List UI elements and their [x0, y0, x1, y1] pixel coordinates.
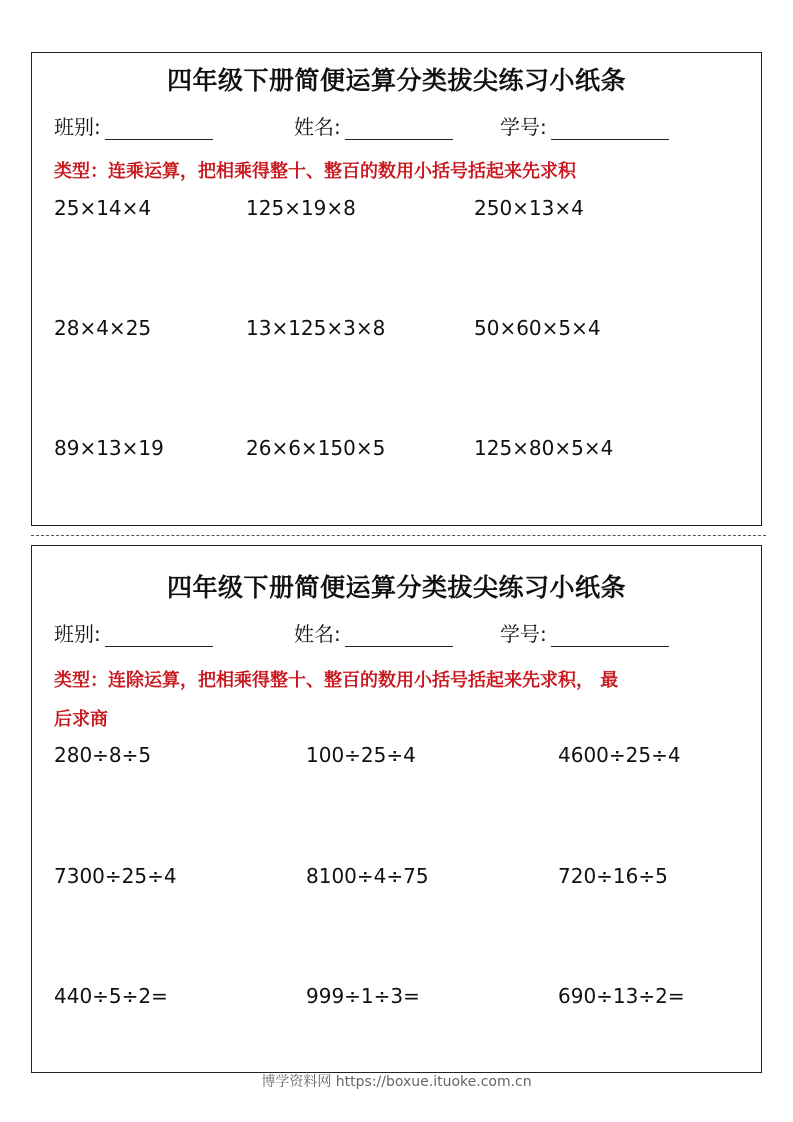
problem-item: 25×14×4 — [54, 196, 152, 220]
number-blank[interactable] — [551, 138, 669, 140]
student-number-field — [500, 618, 669, 647]
problem-type-instruction-continued: 后求商 — [54, 709, 108, 730]
name-blank[interactable] — [345, 138, 453, 140]
name-blank[interactable] — [345, 645, 453, 647]
problem-item: 125×19×8 — [246, 196, 356, 220]
class-blank[interactable] — [105, 138, 213, 140]
problem-item: 8100÷4÷75 — [306, 864, 429, 888]
footer-source-text: 博学资料网 https://boxue.ituoke.com.cn — [261, 1074, 532, 1090]
problem-item: 13×125×3×8 — [246, 316, 386, 340]
problem-type-instruction: 类型：连乘运算，把相乘得整十、整百的数用小括号括起来先求积 — [54, 161, 576, 182]
worksheet-card-division — [31, 545, 762, 1073]
class-blank[interactable] — [105, 645, 213, 647]
problem-item: 125×80×5×4 — [474, 436, 614, 460]
worksheet-title: 四年级下册简便运算分类拔尖练习小纸条 — [166, 66, 626, 95]
problem-item: 26×6×150×5 — [246, 436, 386, 460]
problem-item: 7300÷25÷4 — [54, 864, 177, 888]
problem-item: 250×13×4 — [474, 196, 584, 220]
problem-item: 999÷1÷3= — [306, 984, 420, 1008]
number-blank[interactable] — [551, 645, 669, 647]
name-label: 姓名: — [294, 115, 341, 139]
problem-item: 440÷5÷2= — [54, 984, 168, 1008]
class-label: 班别: — [54, 622, 101, 646]
name-field — [294, 618, 453, 647]
student-number-field — [500, 111, 669, 140]
worksheet-card-multiplication — [31, 52, 762, 526]
name-label: 姓名: — [294, 622, 341, 646]
problem-item: 280÷8÷5 — [54, 743, 152, 767]
number-label: 学号: — [500, 622, 547, 646]
problem-item: 100÷25÷4 — [306, 743, 416, 767]
problem-item: 690÷13÷2= — [558, 984, 685, 1008]
problem-item: 28×4×25 — [54, 316, 152, 340]
problem-item: 4600÷25÷4 — [558, 743, 681, 767]
number-label: 学号: — [500, 115, 547, 139]
worksheet-title: 四年级下册简便运算分类拔尖练习小纸条 — [166, 573, 626, 602]
problem-type-instruction: 类型：连除运算，把相乘得整十、整百的数用小括号括起来先求积， 最 — [54, 670, 619, 691]
problem-item: 89×13×19 — [54, 436, 164, 460]
class-field — [54, 111, 213, 140]
problem-item: 50×60×5×4 — [474, 316, 601, 340]
class-label: 班别: — [54, 115, 101, 139]
problem-item: 720÷16÷5 — [558, 864, 668, 888]
name-field — [294, 111, 453, 140]
class-field — [54, 618, 213, 647]
cut-line-divider — [31, 535, 766, 536]
